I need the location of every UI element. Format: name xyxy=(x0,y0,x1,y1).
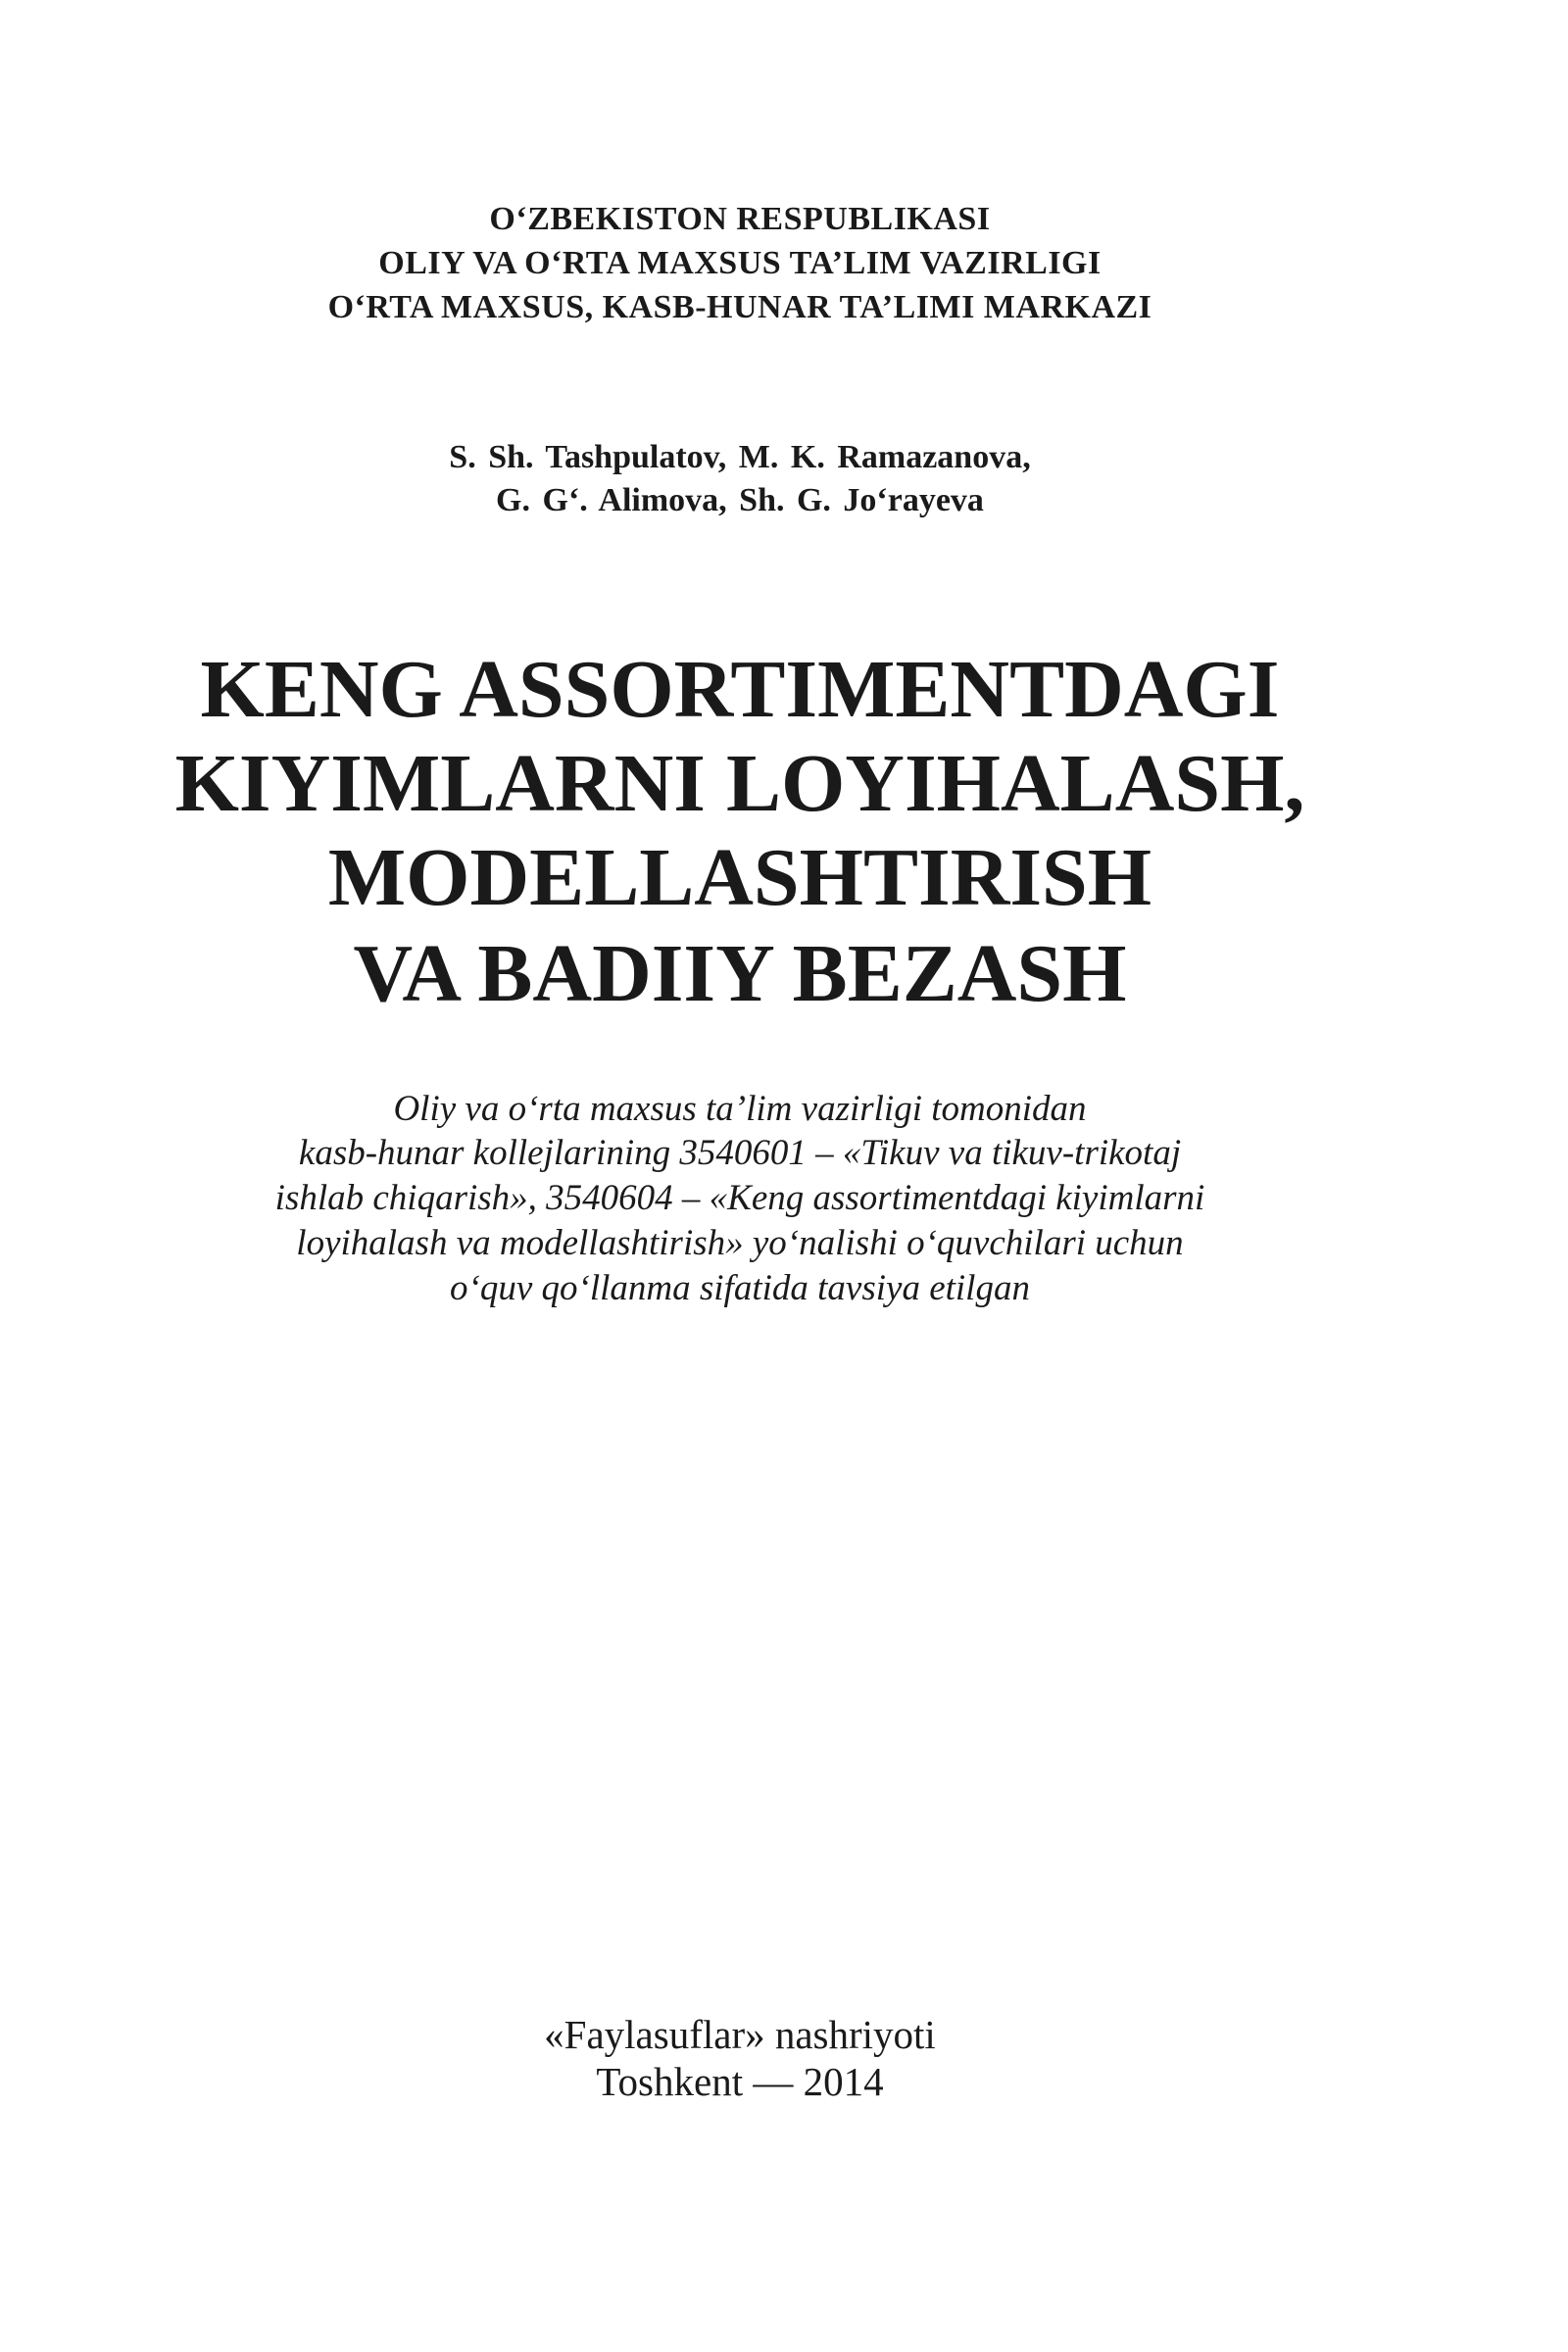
title-line: MODELLASHTIRISH xyxy=(327,832,1152,923)
recommendation-line: ishlab chiqarish», 3540604 – «Keng assortimentdagi kiyimlarni xyxy=(274,1178,1205,1218)
authors-line: G. G‘. Alimova, Sh. G. Jo‘rayeva xyxy=(496,482,984,518)
header-line: O‘ZBEKISTON RESPUBLIKASI xyxy=(489,201,991,237)
recommendation-line: Oliy va o‘rta maxsus ta’lim vazirligi tomonidan xyxy=(393,1089,1087,1129)
recommendation-line: loyihalash va modellashtirish» yo‘nalishi o‘quvchilari uchun xyxy=(296,1223,1184,1263)
publisher-name: «Faylasuflar» nashriyoti xyxy=(544,2012,936,2057)
publisher-place-year: Toshkent — 2014 xyxy=(596,2059,884,2104)
title-line: KIYIMLARNI LOYIHALASH, xyxy=(174,738,1305,829)
header-line: O‘RTA MAXSUS, KASB-HUNAR TA’LIMI MARKAZI xyxy=(327,289,1152,325)
recommendation-line: o‘quv qo‘llanma sifatida tavsiya etilgan xyxy=(450,1268,1030,1308)
header-line: OLIY VA O‘RTA MAXSUS TA’LIM VAZIRLIGI xyxy=(378,245,1102,281)
authors-line: S. Sh. Tashpulatov, M. K. Ramazanova, xyxy=(449,439,1031,475)
title-line: VA BADIIY BEZASH xyxy=(353,928,1127,1019)
recommendation-line: kasb-hunar kollejlarining 3540601 – «Tikuv va tikuv-trikotaj xyxy=(298,1133,1182,1173)
title-line: KENG ASSORTIMENTDAGI xyxy=(200,644,1280,735)
